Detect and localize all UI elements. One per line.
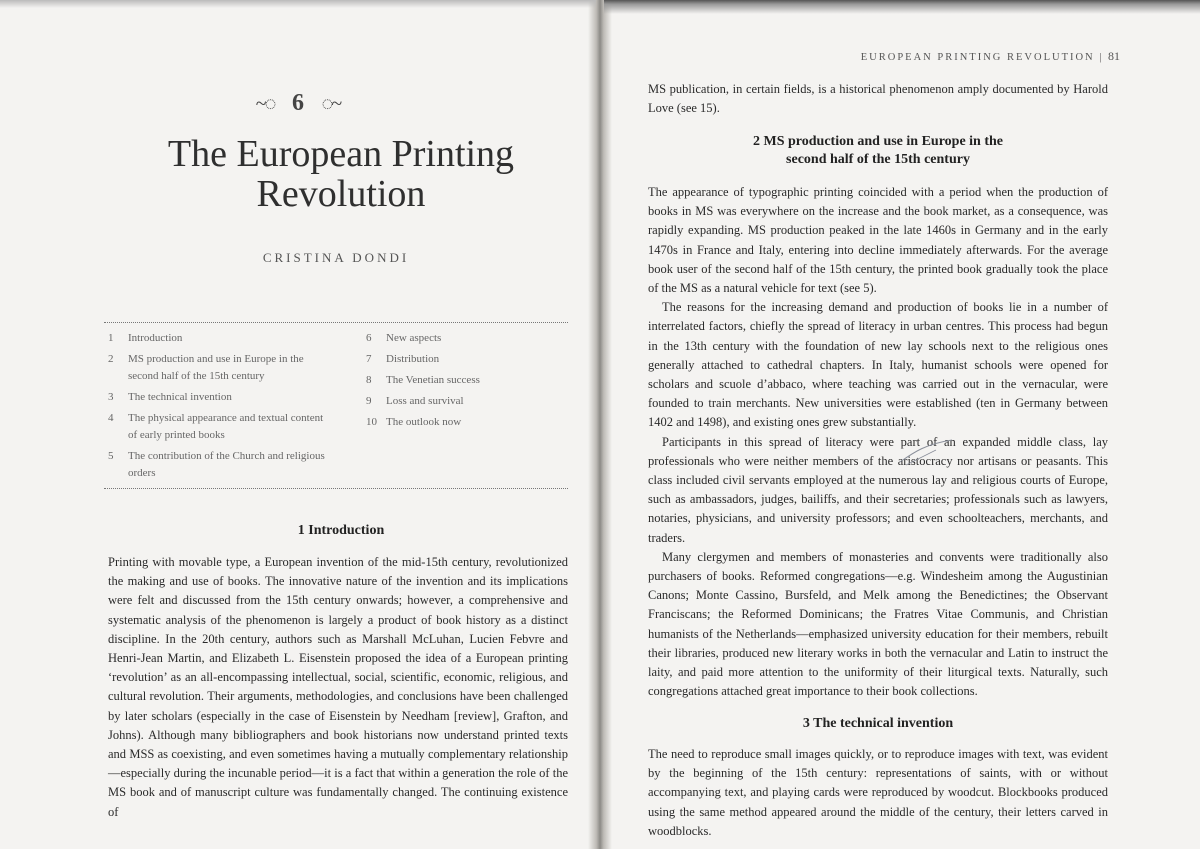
book-gutter	[588, 0, 612, 849]
toc-item-label: Loss and survival	[386, 395, 464, 407]
toc-column-1	[108, 330, 328, 486]
page-number: 81	[1108, 49, 1120, 63]
pen-annotation-mark	[896, 438, 956, 468]
running-head-title: EUROPEAN PRINTING REVOLUTION	[860, 52, 1095, 63]
toc-item	[108, 389, 328, 406]
toc-item	[366, 393, 566, 410]
section-2-paragraph: Participants in this spread of literacy were part of an expanded middle class, lay professionals who were neither members of the aristocracy nor artisans or peasants. This class included civil servants employed at the numerous lay and religious courts of Europe, such as ambassadors, judges, bailiffs, and their secretaries; professionals such as lawyers, notaries, physicians, and university professors; and even schoolteachers, merchants, and traders.	[648, 434, 1108, 545]
chapter-ornament	[0, 90, 596, 117]
section-3-paragraph: The need to reproduce small images quickly, or to reproduce images with text, was evident by the beginning of the 15th century: representations of saints, with or without accompanying text, and playing cards were reproduced by woodcut. Blockbooks produced using the same method appeared around the middle of the century, their letters carved in woodblocks.	[648, 747, 1108, 838]
chapter-title-line2: Revolution	[256, 173, 426, 215]
toc-item-number: 8	[366, 374, 372, 386]
toc-item-label: New aspects	[386, 332, 442, 344]
toc-item	[366, 414, 566, 431]
page-shadow	[0, 0, 596, 8]
toc-rule-bottom	[104, 488, 568, 489]
toc-item-number: 1	[108, 332, 114, 344]
continuation-paragraph: MS publication, in certain fields, is a historical phenomenon amply documented by Harold Love (see 15).	[648, 82, 1108, 116]
toc-item	[108, 410, 328, 444]
toc-item-label: Distribution	[386, 353, 440, 365]
toc-item-label: The Venetian success	[386, 374, 480, 386]
toc-item-label: Introduction	[128, 332, 183, 344]
section-1-paragraph: Printing with movable type, a European invention of the mid-15th century, revolutionized the making and use of books. The innovative nature of the invention and its implications were felt and discussed from the 15th century onwards; however, a comprehensive and systematic analysis of the phenomenon is largely a product of book history as a distinct discipline. In the 20th century, authors such as Marshall McLuhan, Lucien Febvre and Henri-Jean Martin, and Elizabeth L. Eisenstein proposed the idea of a European printing ‘revolution’ as an all-encompassing intellectual, social, scientific, economic, religious, and cultural revolution. Their arguments, methodologies, and conclusions have been challenged by later scholars (especially in the case of Eisenstein by Needham [review], Grafton, and Johns). Although many bibliographers and book historians now understand printed texts and MSS as coexisting, and even sometimes having a mutually complementary relationship—especially during the incunable period—it is a fact that within a generation the role of the MS book and of manuscript culture was fundamentally changed. The continuing existence of	[108, 555, 568, 819]
section-2-heading-line1: 2 MS production and use in Europe in the	[753, 134, 1003, 149]
toc-item-number: 5	[108, 450, 114, 462]
section-2-paragraph: The appearance of typographic printing coincided with a period when the production of books in MS was everywhere on the increase and the book market, as a consequence, was rapidly expanding. MS production peaked in the late 1460s in Germany and in the early 1470s in France and Italy, entering into decline immediately afterwards. For the average book user of the second half of the 15th century, the printed book gradually took the place of the MS as a natural vehicle for text (see 5).	[648, 185, 1108, 296]
toc-item	[108, 330, 328, 347]
section-2-heading	[648, 133, 1108, 169]
section-2-heading-line2: second half of the 15th century	[786, 152, 970, 167]
section-3-heading: 3 The technical invention	[802, 716, 954, 731]
section-2-paragraph: Many clergymen and members of monasteries and convents were traditionally also purchasers of books. Reformed congregations—e.g. Windesheim among the Augustinian Canons; Monte Cassino, Bursfeld, and Melk among the Benedictines; the Observant Franciscans; the Reformed Dominicans; the Fratres Vitae Communis, and Christian humanists of the Netherlands—emphasized university education for their members, rebuilt their libraries, produced new literary works in both the vernacular and Latin to instruct the laity, and paid more attention to the uniformity of their liturgical texts. Naturally, such congregations attached great importance to their book collections.	[648, 549, 1108, 699]
section-2-paragraph: The reasons for the increasing demand and production of books lie in a number of interrelated factors, chiefly the spread of literacy in urban centres. This process had begun in the 13th century with the foundation of new lay schools next to the religious ones generally attached to cathedral chapters. In Italy, humanist schools were opened for scholars and scuole d’abbaco, where teaching was carried out in the vernacular, were founded to train merchants. New universities were established (ten in Germany between 1402 and 1498), and existing ones grew substantially.	[648, 300, 1108, 430]
toc-item-number: 3	[108, 391, 114, 403]
toc-column-2	[366, 330, 566, 435]
page-shadow	[604, 0, 1200, 14]
toc-item-label: The contribution of the Church and religious orders	[128, 450, 325, 479]
toc-item-label: The technical invention	[128, 391, 232, 403]
continuation-text	[648, 80, 1108, 118]
toc-item-number: 4	[108, 412, 114, 424]
toc-item-number: 2	[108, 353, 114, 365]
section-1-heading: 1 Introduction	[297, 523, 385, 538]
chapter-author: CRISTINA DONDI	[262, 250, 410, 265]
ornament-swash-left: ~◌	[255, 93, 275, 115]
toc-item	[108, 448, 328, 482]
running-head: EUROPEAN PRINTING REVOLUTION | 81	[860, 49, 1120, 63]
toc-item-number: 9	[366, 395, 372, 407]
section-3-body	[648, 745, 1108, 841]
toc-item	[366, 372, 566, 389]
chapter-number: 6	[292, 90, 304, 116]
toc-item	[108, 351, 328, 385]
toc-item-number: 10	[366, 416, 377, 428]
chapter-title-line1: The European Printing	[167, 133, 515, 175]
toc-rule-top	[104, 322, 568, 323]
toc-item	[366, 351, 566, 368]
toc-item-label: MS production and use in Europe in the second half of the 15th century	[128, 353, 304, 382]
toc-item-label: The outlook now	[386, 416, 462, 428]
toc-item	[366, 330, 566, 347]
toc-item-label: The physical appearance and textual content of early printed books	[128, 412, 324, 441]
toc-item-number: 7	[366, 353, 372, 365]
ornament-swash-right: ◌~	[321, 93, 341, 115]
chapter-title	[0, 134, 682, 214]
section-1-body	[108, 553, 568, 822]
section-2-body	[648, 183, 1108, 701]
toc-item-number: 6	[366, 332, 372, 344]
